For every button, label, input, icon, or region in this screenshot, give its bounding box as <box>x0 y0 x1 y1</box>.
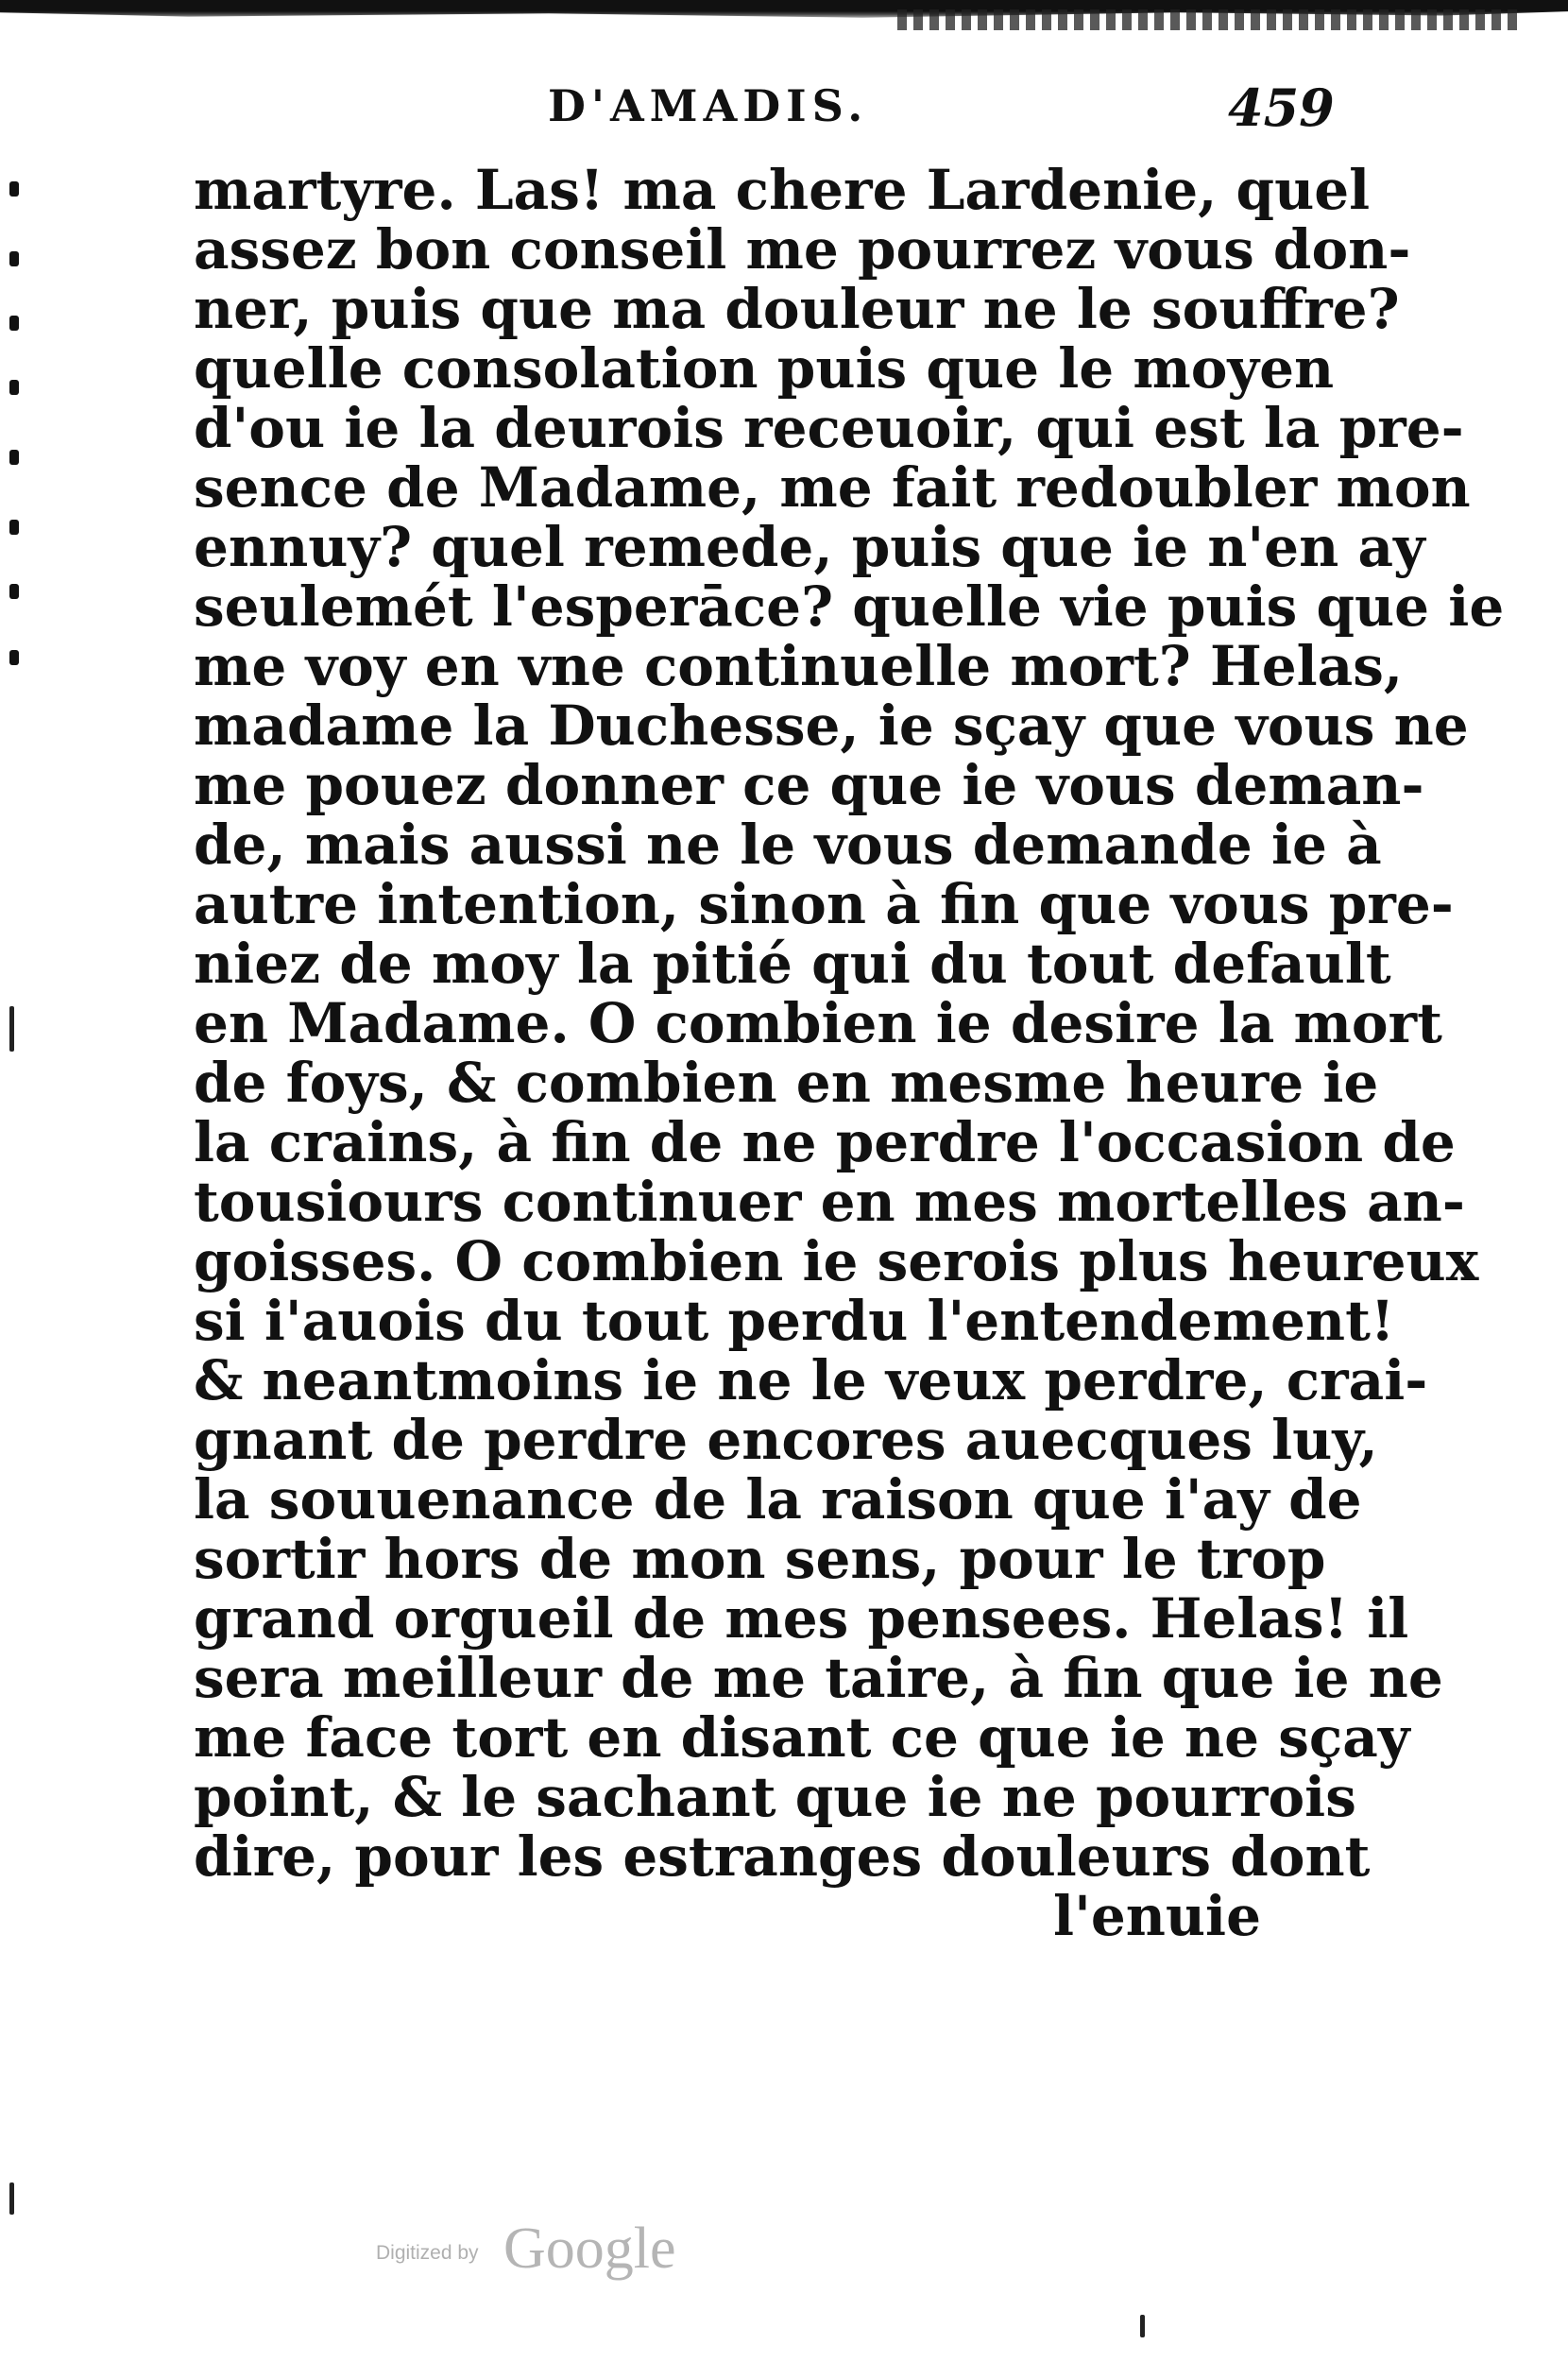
page-number: 459 <box>1228 77 1335 138</box>
text-line: en Madame. O combien ie desire la mort <box>194 991 1442 1055</box>
left-margin-mark <box>9 1006 14 1052</box>
page-text <box>194 158 1505 1948</box>
digitized-by-label: Digitized by <box>376 2242 479 2264</box>
text-line: niez de moy la pitié qui du tout default <box>194 932 1391 996</box>
text-line: ner, puis que ma douleur ne le souffre? <box>194 277 1400 341</box>
text-line: ennuy? quel remede, puis que ie n'en ay <box>194 515 1425 579</box>
text-line: sence de Madame, me fait redoubler mon <box>194 455 1471 520</box>
text-line: la souuenance de la raison que i'ay de <box>194 1467 1362 1532</box>
text-line: sera meilleur de me taire, à fin que ie ne <box>194 1646 1443 1710</box>
text-line: autre intention, sinon à fin que vous pre- <box>194 872 1454 936</box>
bottom-margin-mark <box>1140 2315 1145 2337</box>
text-line: grand orgueil de mes pensees. Helas! il <box>194 1586 1409 1651</box>
text-line: gnant de perdre encores auecques luy, <box>194 1408 1378 1472</box>
text-line: sortir hors de mon sens, pour le trop <box>194 1527 1326 1591</box>
running-title: D'AMADIS. <box>548 80 869 131</box>
text-line: si i'auois du tout perdu l'entendement! <box>194 1289 1395 1353</box>
text-line: de, mais aussi ne le vous demande ie à <box>194 813 1382 877</box>
text-line: madame la Duchesse, ie sçay que vous ne <box>194 693 1469 758</box>
digitization-watermark <box>376 2216 697 2291</box>
text-line: me voy en vne continuelle mort? Helas, <box>194 634 1404 698</box>
text-line: seulemét l'esperāce? quelle vie puis que ie <box>194 574 1505 639</box>
text-line: quelle consolation puis que le moyen <box>194 336 1335 401</box>
text-line: me pouez donner ce que ie vous deman- <box>194 753 1424 817</box>
catchword-line: l'enuie <box>1053 1884 1261 1948</box>
text-line: d'ou ie la deurois receuoir, qui est la pre- <box>194 396 1464 460</box>
left-edge-print-fragments <box>0 161 38 690</box>
text-line: me face tort en disant ce que ie ne sçay <box>194 1705 1410 1770</box>
text-line: tousiours continuer en mes mortelles an- <box>194 1170 1465 1234</box>
text-line: la crains, à fin de ne perdre l'occasion de <box>194 1110 1456 1174</box>
scan-top-edge-noise <box>897 9 1521 30</box>
text-line: goisses. O combien ie serois plus heureux <box>194 1229 1479 1293</box>
text-line: dire, pour les estranges douleurs dont <box>194 1824 1371 1889</box>
google-logo: Google <box>503 2217 676 2281</box>
text-line: & neantmoins ie ne le veux perdre, crai- <box>194 1348 1428 1412</box>
text-line: assez bon conseil me pourrez vous don- <box>194 217 1411 282</box>
text-line: de foys, & combien en mesme heure ie <box>194 1051 1379 1115</box>
left-margin-mark <box>9 2182 14 2215</box>
text-line: martyre. Las! ma chere Lardenie, quel <box>194 158 1371 222</box>
text-line: point, & le sachant que ie ne pourrois <box>194 1765 1356 1829</box>
